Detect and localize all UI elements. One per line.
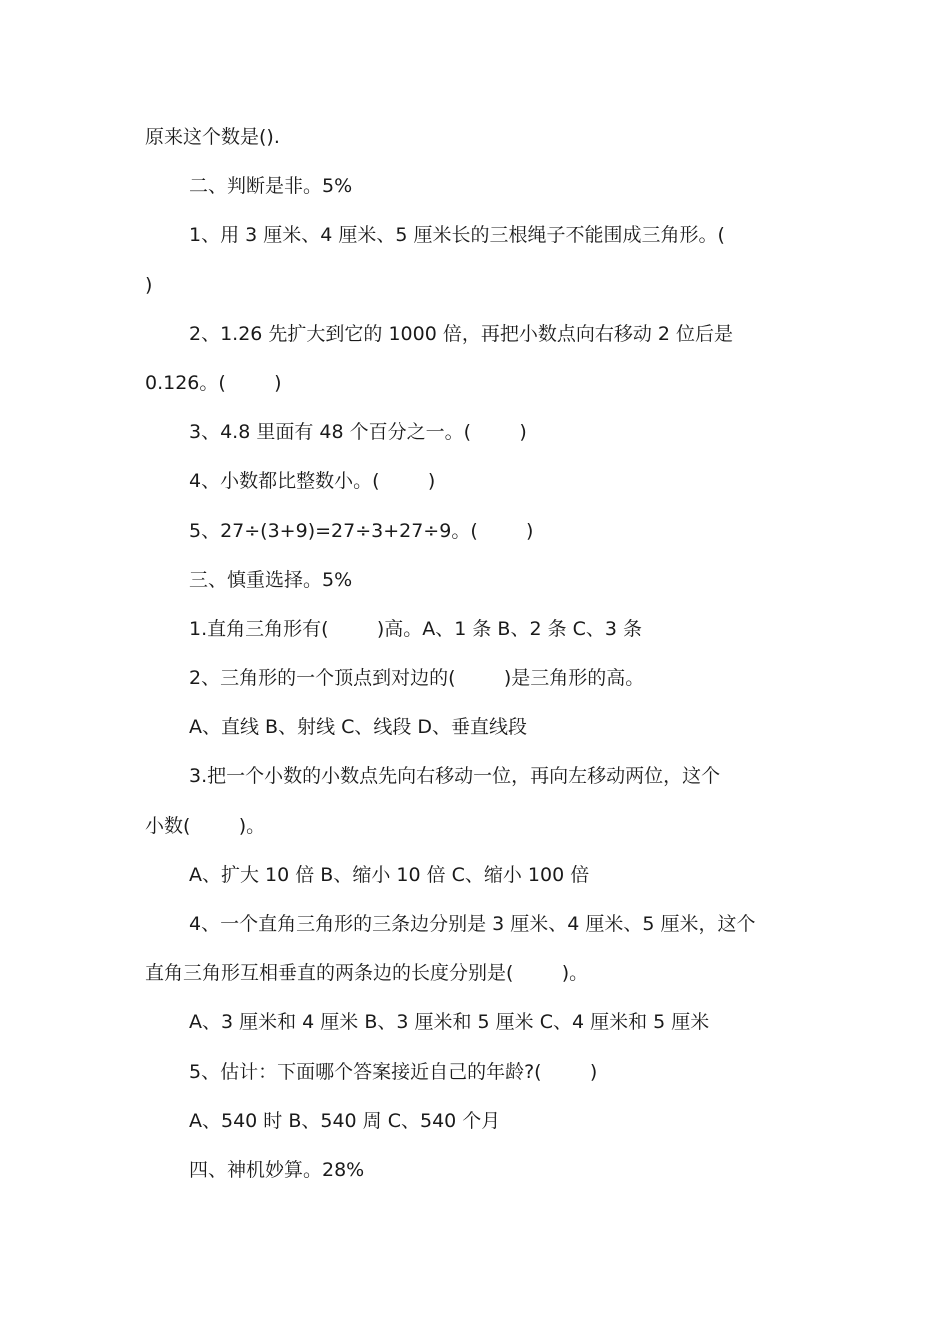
question-line: ) [145,273,153,296]
question-line: 0.126。( ) [145,371,282,394]
question-line: 3.把一个小数的小数点先向右移动一位，再向左移动两位，这个 [189,765,721,788]
question-line: 5、估计：下面哪个答案接近自己的年龄?( ) [189,1060,598,1083]
question-line: 2、1.26 先扩大到它的 1000 倍，再把小数点向右移动 2 位后是 [189,322,734,345]
question-line: 4、小数都比整数小。( ) [189,470,436,493]
section-heading: 四、神机妙算。28% [189,1158,365,1181]
question-line: 5、27÷(3+9)=27÷3+27÷9。( ) [189,519,534,542]
question-line: 1、用 3 厘米、4 厘米、5 厘米长的三根绳子不能围成三角形。( [189,224,725,247]
document-body [145,113,810,1195]
answer-options: A、直线 B、射线 C、线段 D、垂直线段 [189,716,528,739]
question-line: 直角三角形互相垂直的两条边的长度分别是( )。 [145,962,589,985]
answer-options: A、540 时 B、540 周 C、540 个月 [189,1109,501,1132]
question-line: 4、一个直角三角形的三条边分别是 3 厘米、4 厘米、5 厘米，这个 [189,913,756,935]
section-heading: 二、判断是非。5% [189,175,353,198]
question-line: 小数( )。 [145,814,266,837]
question-line: 2、三角形的一个顶点到对边的( )是三角形的高。 [189,667,645,690]
answer-options: A、3 厘米和 4 厘米 B、3 厘米和 5 厘米 C、4 厘米和 5 厘米 [189,1011,710,1034]
answer-options: A、扩大 10 倍 B、缩小 10 倍 C、缩小 100 倍 [189,863,590,886]
question-line: 1.直角三角形有( )高。A、1 条 B、2 条 C、3 条 [189,617,643,640]
question-line: 3、4.8 里面有 48 个百分之一。( ) [189,421,527,444]
section-heading: 三、慎重选择。5% [189,568,353,591]
text-line: 原来这个数是(). [145,126,280,148]
